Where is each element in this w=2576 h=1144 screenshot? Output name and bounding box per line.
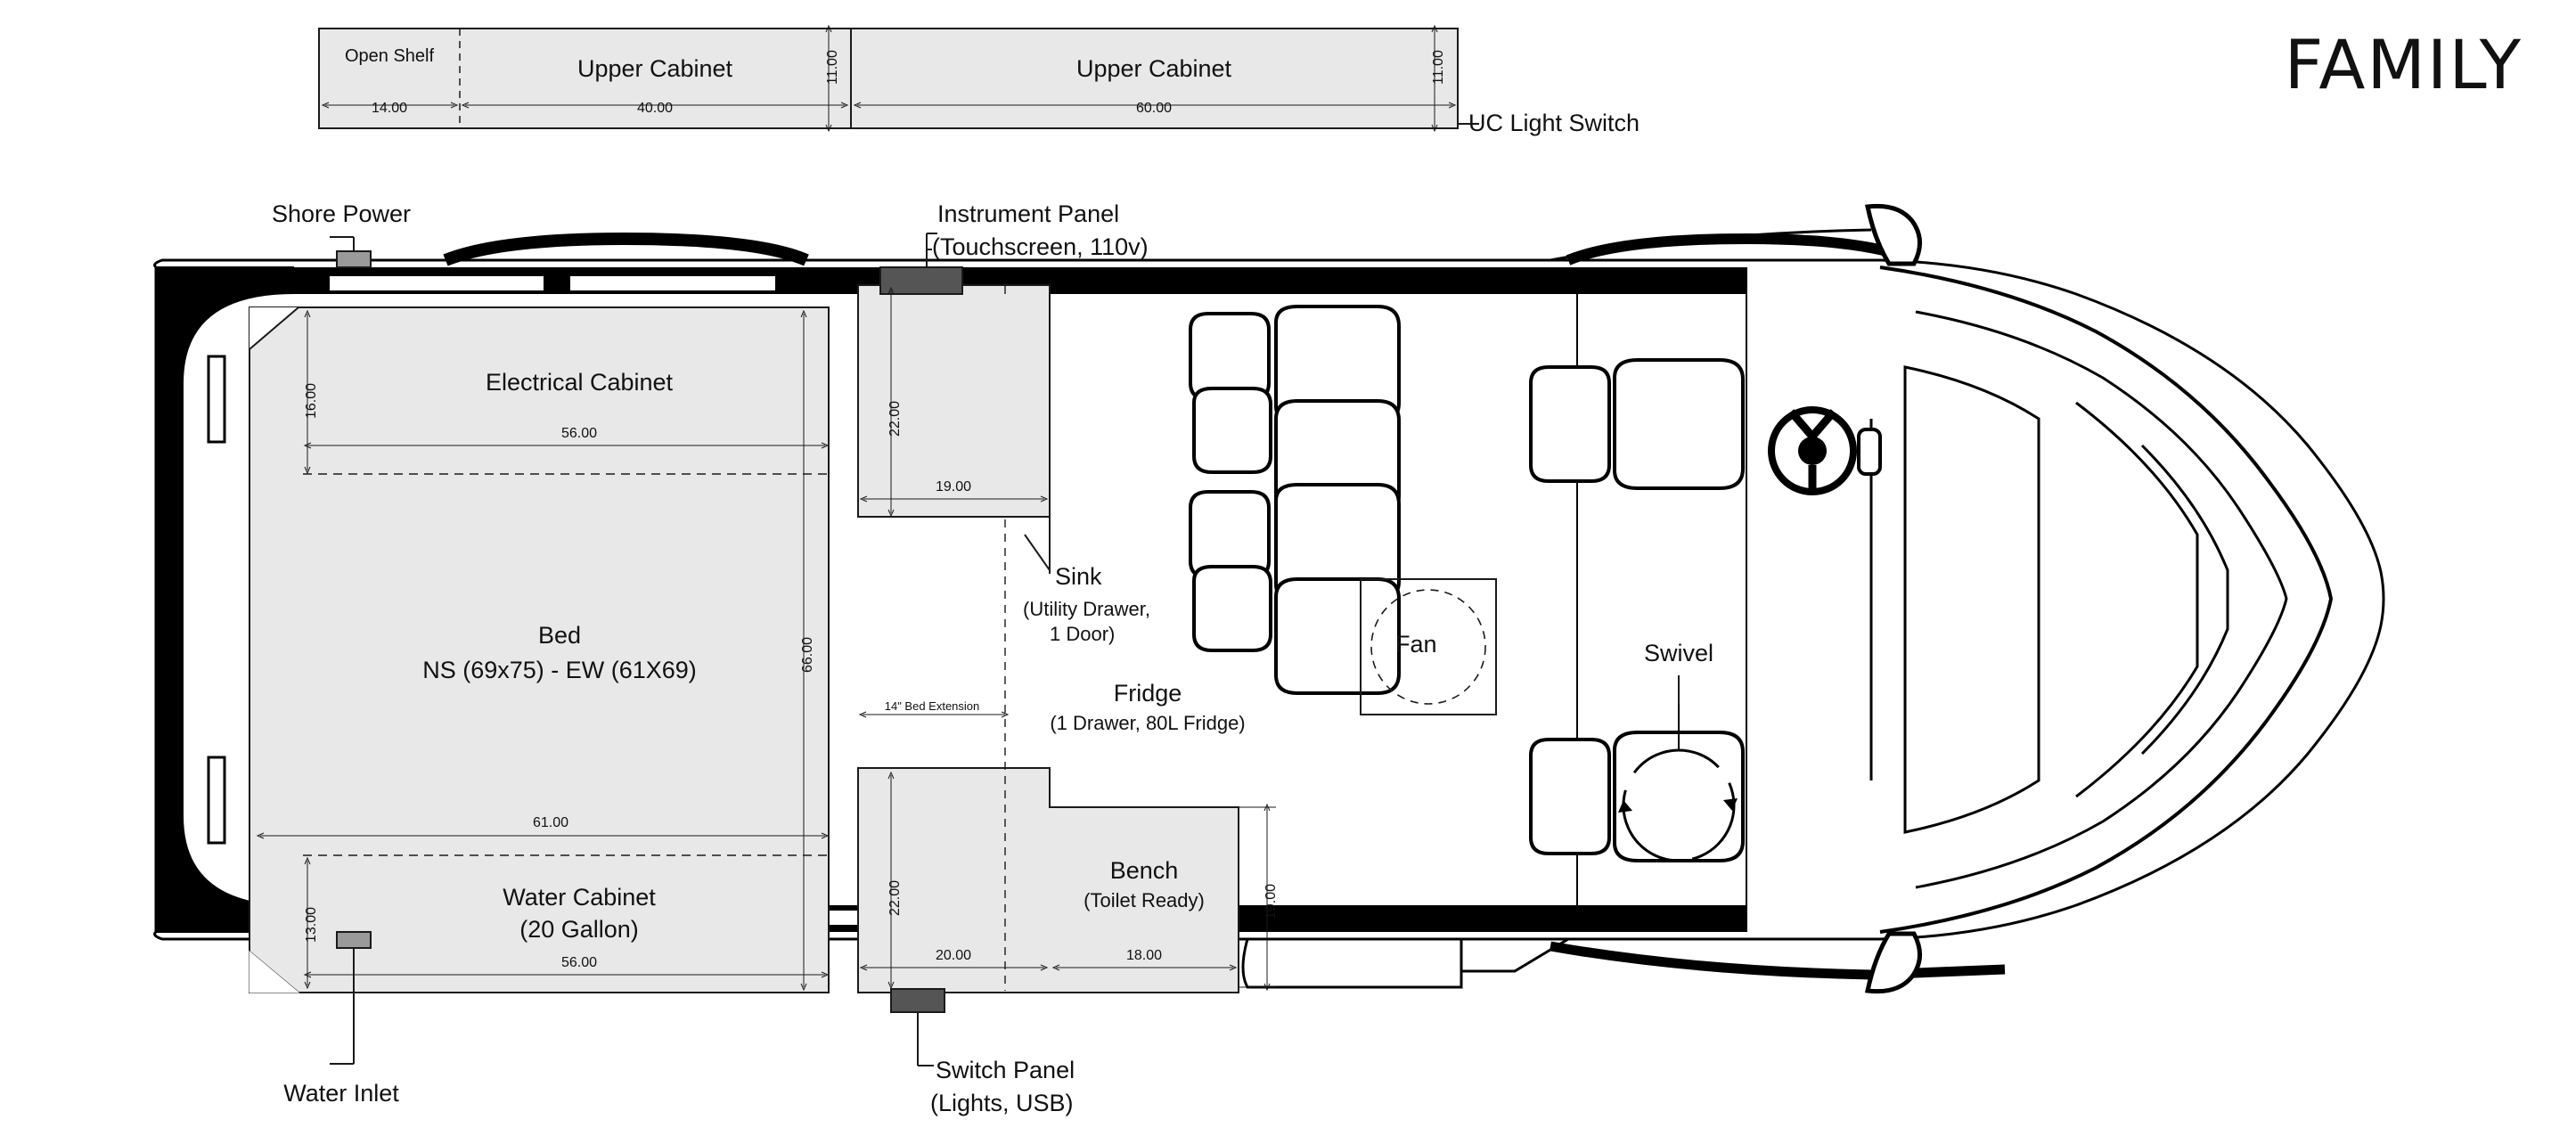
uc-light-switch-label: UC Light Switch [1468, 110, 1640, 136]
bench-width: 18.00 [1125, 948, 1163, 963]
instrument-panel-sub: (Touchscreen, 110v) [932, 233, 1149, 260]
electrical-cabinet-width: 56.00 [560, 426, 598, 441]
galley-lower-width: 20.00 [935, 948, 972, 963]
water-cabinet-label: Water Cabinet [503, 884, 656, 911]
open-shelf-text: Open Shelf [344, 46, 435, 66]
bed-width: 61.00 [532, 815, 569, 830]
electrical-cabinet-height: 16.00 [304, 382, 319, 419]
swivel-label: Swivel [1643, 640, 1714, 666]
upper-cabinet-1-height: 11.00 [825, 50, 840, 85]
water-inlet-label: Water Inlet [283, 1080, 399, 1107]
switch-panel-sub: (Lights, USB) [930, 1090, 1074, 1116]
bed-size: NS (69x75) - EW (61X69) [422, 657, 697, 683]
bed-extension-label: 14" Bed Extension [884, 699, 980, 713]
upper-cabinet-2-label: Upper Cabinet [1075, 55, 1232, 82]
bed-label: Bed [537, 622, 582, 649]
water-cabinet-sub: (20 Gallon) [519, 916, 639, 943]
bench-height: 19.00 [1263, 883, 1279, 919]
upper-cabinet-elevation [319, 29, 1479, 128]
electrical-cabinet-label: Electrical Cabinet [485, 369, 674, 396]
bed-height: 66.00 [800, 636, 815, 673]
seating-group [1190, 306, 1880, 878]
sink-sub-1: (Utility Drawer, [1023, 598, 1151, 620]
sink-sub-2: 1 Door) [1050, 623, 1116, 645]
fridge-sub: (1 Drawer, 80L Fridge) [1050, 712, 1246, 734]
open-shelf-width: 14.00 [371, 101, 408, 116]
instrument-panel-label: Instrument Panel [937, 200, 1120, 227]
shore-power-label: Shore Power [271, 200, 412, 227]
upper-cabinet-2-height: 11.00 [1431, 50, 1446, 85]
fan-label: Fan [1395, 631, 1437, 658]
switch-panel-label: Switch Panel [936, 1057, 1075, 1083]
open-shelf-label [345, 46, 434, 66]
water-cabinet-width: 56.00 [560, 955, 598, 970]
water-cabinet-height: 13.00 [304, 906, 319, 943]
galley-upper-height: 22.00 [887, 400, 903, 437]
galley-upper-width: 19.00 [935, 479, 972, 494]
upper-cabinet-2-width: 60.00 [1135, 101, 1173, 116]
upper-cabinet-1-label: Upper Cabinet [577, 55, 733, 82]
upper-cabinet-1-width: 40.00 [636, 101, 674, 116]
bench-label: Bench [1109, 857, 1179, 884]
brand-logo: FAMILY [2284, 25, 2523, 104]
fridge-label: Fridge [1113, 680, 1182, 707]
galley-lower-height: 22.00 [887, 879, 903, 916]
bench-sub: (Toilet Ready) [1084, 889, 1205, 911]
sink-label: Sink [1055, 563, 1102, 590]
